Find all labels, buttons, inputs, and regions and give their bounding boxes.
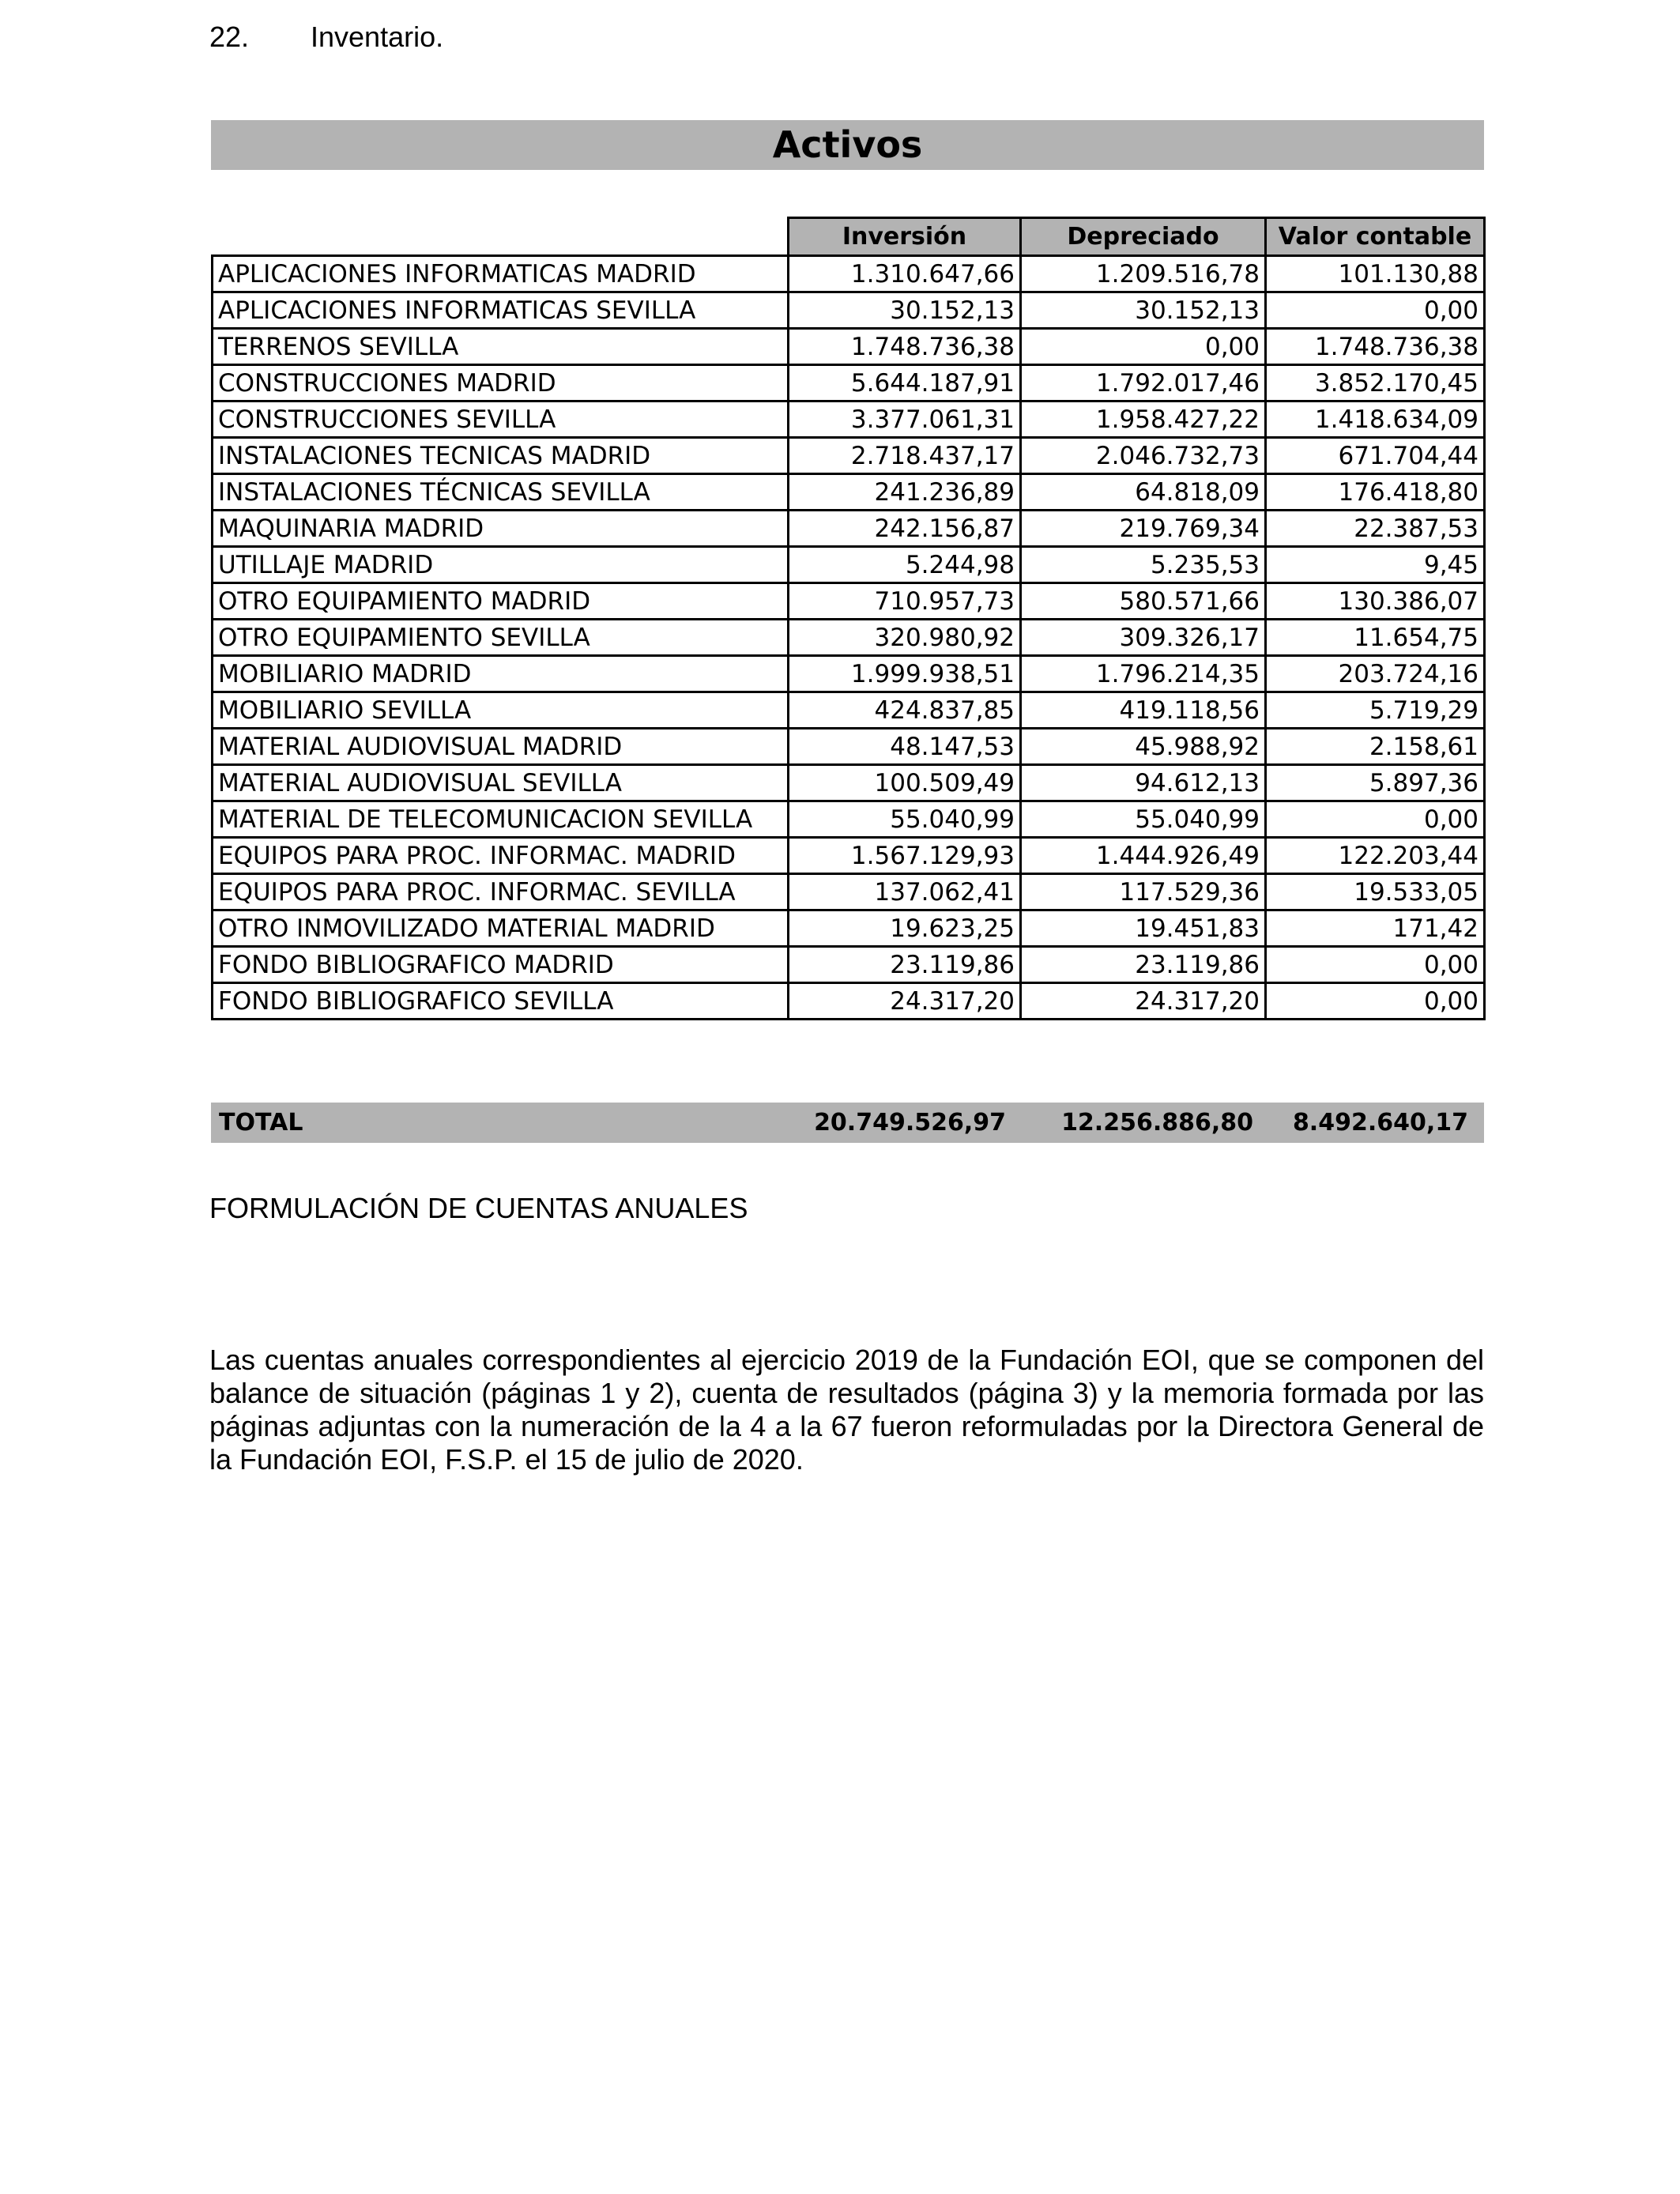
depreciado-cell: 64.818,09: [1021, 474, 1266, 511]
valor-contable-cell: 1.418.634,09: [1266, 401, 1485, 438]
asset-name-cell: MATERIAL AUDIOVISUAL MADRID: [213, 729, 789, 765]
depreciado-cell: 55.040,99: [1021, 801, 1266, 838]
inversion-cell: 3.377.061,31: [789, 401, 1021, 438]
section-number: 22.: [209, 21, 250, 53]
valor-contable-cell: 22.387,53: [1266, 511, 1485, 547]
inversion-cell: 5.644.187,91: [789, 365, 1021, 401]
total-valor-contable: 8.492.640,17: [1292, 1109, 1468, 1137]
depreciado-cell: 19.451,83: [1021, 910, 1266, 947]
inversion-cell: 2.718.437,17: [789, 438, 1021, 474]
valor-contable-cell: 101.130,88: [1266, 256, 1485, 292]
asset-name-cell: TERRENOS SEVILLA: [213, 329, 789, 365]
inversion-cell: 5.244,98: [789, 547, 1021, 583]
assets-table: [211, 217, 1486, 1020]
depreciado-cell: 1.792.017,46: [1021, 365, 1266, 401]
valor-contable-cell: 671.704,44: [1266, 438, 1485, 474]
asset-name-cell: MOBILIARIO MADRID: [213, 656, 789, 692]
total-label: TOTAL: [219, 1109, 303, 1137]
table-row: [213, 656, 1485, 692]
asset-name-cell: MAQUINARIA MADRID: [213, 511, 789, 547]
depreciado-cell: 419.118,56: [1021, 692, 1266, 729]
table-row: [213, 947, 1485, 983]
valor-contable-cell: 2.158,61: [1266, 729, 1485, 765]
depreciado-cell: 309.326,17: [1021, 620, 1266, 656]
table-row: [213, 329, 1485, 365]
asset-name-cell: CONSTRUCCIONES SEVILLA: [213, 401, 789, 438]
inversion-cell: 710.957,73: [789, 583, 1021, 620]
valor-contable-cell: 5.897,36: [1266, 765, 1485, 801]
inversion-cell: 24.317,20: [789, 983, 1021, 1020]
inversion-cell: 1.999.938,51: [789, 656, 1021, 692]
table-row: [213, 983, 1485, 1020]
column-header-inversion: Inversión: [789, 218, 1021, 256]
depreciado-cell: 117.529,36: [1021, 874, 1266, 910]
asset-name-cell: APLICACIONES INFORMATICAS SEVILLA: [213, 292, 789, 329]
column-header-valor-contable: Valor contable: [1266, 218, 1485, 256]
valor-contable-cell: 1.748.736,38: [1266, 329, 1485, 365]
valor-contable-cell: 122.203,44: [1266, 838, 1485, 874]
valor-contable-cell: 11.654,75: [1266, 620, 1485, 656]
inversion-cell: 320.980,92: [789, 620, 1021, 656]
table-row: [213, 729, 1485, 765]
asset-name-cell: EQUIPOS PARA PROC. INFORMAC. SEVILLA: [213, 874, 789, 910]
table-row: [213, 474, 1485, 511]
table-row: [213, 256, 1485, 292]
table-row: [213, 910, 1485, 947]
asset-name-cell: EQUIPOS PARA PROC. INFORMAC. MADRID: [213, 838, 789, 874]
depreciado-cell: 1.958.427,22: [1021, 401, 1266, 438]
total-row: [211, 1103, 1484, 1143]
asset-name-cell: FONDO BIBLIOGRAFICO MADRID: [213, 947, 789, 983]
section-title: Inventario.: [311, 21, 444, 53]
valor-contable-cell: 0,00: [1266, 947, 1485, 983]
depreciado-cell: 94.612,13: [1021, 765, 1266, 801]
valor-contable-cell: 3.852.170,45: [1266, 365, 1485, 401]
inversion-cell: 137.062,41: [789, 874, 1021, 910]
table-header-row: [213, 218, 1485, 256]
asset-name-cell: OTRO EQUIPAMIENTO MADRID: [213, 583, 789, 620]
table-row: [213, 511, 1485, 547]
asset-name-cell: OTRO EQUIPAMIENTO SEVILLA: [213, 620, 789, 656]
table-row: [213, 547, 1485, 583]
valor-contable-cell: 19.533,05: [1266, 874, 1485, 910]
table-row: [213, 838, 1485, 874]
table-row: [213, 801, 1485, 838]
header-blank-cell: [213, 218, 789, 256]
inversion-cell: 100.509,49: [789, 765, 1021, 801]
table-row: [213, 874, 1485, 910]
body-paragraph: Las cuentas anuales correspondientes al ejercicio 2019 de la Fundación EOI, que se componen del balance de situación (páginas 1 y 2), cuenta de resultados (página 3) y la memoria formada por las páginas adjuntas con la numeración de la 4 a la 67 fueron reformuladas por la Directora General de la Fundación EOI, F.S.P. el 15 de julio de 2020.: [209, 1344, 1484, 1476]
depreciado-cell: 219.769,34: [1021, 511, 1266, 547]
table-row: [213, 438, 1485, 474]
inversion-cell: 23.119,86: [789, 947, 1021, 983]
asset-name-cell: MATERIAL AUDIOVISUAL SEVILLA: [213, 765, 789, 801]
valor-contable-cell: 130.386,07: [1266, 583, 1485, 620]
asset-name-cell: APLICACIONES INFORMATICAS MADRID: [213, 256, 789, 292]
valor-contable-cell: 171,42: [1266, 910, 1485, 947]
valor-contable-cell: 0,00: [1266, 292, 1485, 329]
asset-name-cell: CONSTRUCCIONES MADRID: [213, 365, 789, 401]
inversion-cell: 241.236,89: [789, 474, 1021, 511]
table-row: [213, 292, 1485, 329]
depreciado-cell: 30.152,13: [1021, 292, 1266, 329]
asset-name-cell: FONDO BIBLIOGRAFICO SEVILLA: [213, 983, 789, 1020]
depreciado-cell: 580.571,66: [1021, 583, 1266, 620]
table-body: [213, 256, 1485, 1020]
inversion-cell: 48.147,53: [789, 729, 1021, 765]
table-row: [213, 620, 1485, 656]
column-header-depreciado: Depreciado: [1021, 218, 1266, 256]
valor-contable-cell: 176.418,80: [1266, 474, 1485, 511]
inversion-cell: 1.567.129,93: [789, 838, 1021, 874]
inversion-cell: 30.152,13: [789, 292, 1021, 329]
depreciado-cell: 1.444.926,49: [1021, 838, 1266, 874]
inversion-cell: 19.623,25: [789, 910, 1021, 947]
inversion-cell: 424.837,85: [789, 692, 1021, 729]
table-row: [213, 401, 1485, 438]
table-title: Activos: [211, 120, 1484, 170]
subheading: FORMULACIÓN DE CUENTAS ANUALES: [209, 1192, 748, 1224]
total-inversion: 20.749.526,97: [814, 1109, 1006, 1137]
depreciado-cell: 1.796.214,35: [1021, 656, 1266, 692]
table-row: [213, 692, 1485, 729]
total-depreciado: 12.256.886,80: [1061, 1109, 1253, 1137]
valor-contable-cell: 5.719,29: [1266, 692, 1485, 729]
asset-name-cell: MATERIAL DE TELECOMUNICACION SEVILLA: [213, 801, 789, 838]
asset-name-cell: INSTALACIONES TÉCNICAS SEVILLA: [213, 474, 789, 511]
depreciado-cell: 5.235,53: [1021, 547, 1266, 583]
table-row: [213, 365, 1485, 401]
valor-contable-cell: 0,00: [1266, 983, 1485, 1020]
asset-name-cell: INSTALACIONES TECNICAS MADRID: [213, 438, 789, 474]
inversion-cell: 55.040,99: [789, 801, 1021, 838]
depreciado-cell: 24.317,20: [1021, 983, 1266, 1020]
depreciado-cell: 2.046.732,73: [1021, 438, 1266, 474]
depreciado-cell: 1.209.516,78: [1021, 256, 1266, 292]
section-heading: [209, 21, 443, 54]
inversion-cell: 1.310.647,66: [789, 256, 1021, 292]
valor-contable-cell: 9,45: [1266, 547, 1485, 583]
inversion-cell: 242.156,87: [789, 511, 1021, 547]
depreciado-cell: 0,00: [1021, 329, 1266, 365]
depreciado-cell: 45.988,92: [1021, 729, 1266, 765]
asset-name-cell: OTRO INMOVILIZADO MATERIAL MADRID: [213, 910, 789, 947]
table-row: [213, 765, 1485, 801]
asset-name-cell: MOBILIARIO SEVILLA: [213, 692, 789, 729]
valor-contable-cell: 203.724,16: [1266, 656, 1485, 692]
valor-contable-cell: 0,00: [1266, 801, 1485, 838]
inversion-cell: 1.748.736,38: [789, 329, 1021, 365]
asset-name-cell: UTILLAJE MADRID: [213, 547, 789, 583]
depreciado-cell: 23.119,86: [1021, 947, 1266, 983]
table-row: [213, 583, 1485, 620]
